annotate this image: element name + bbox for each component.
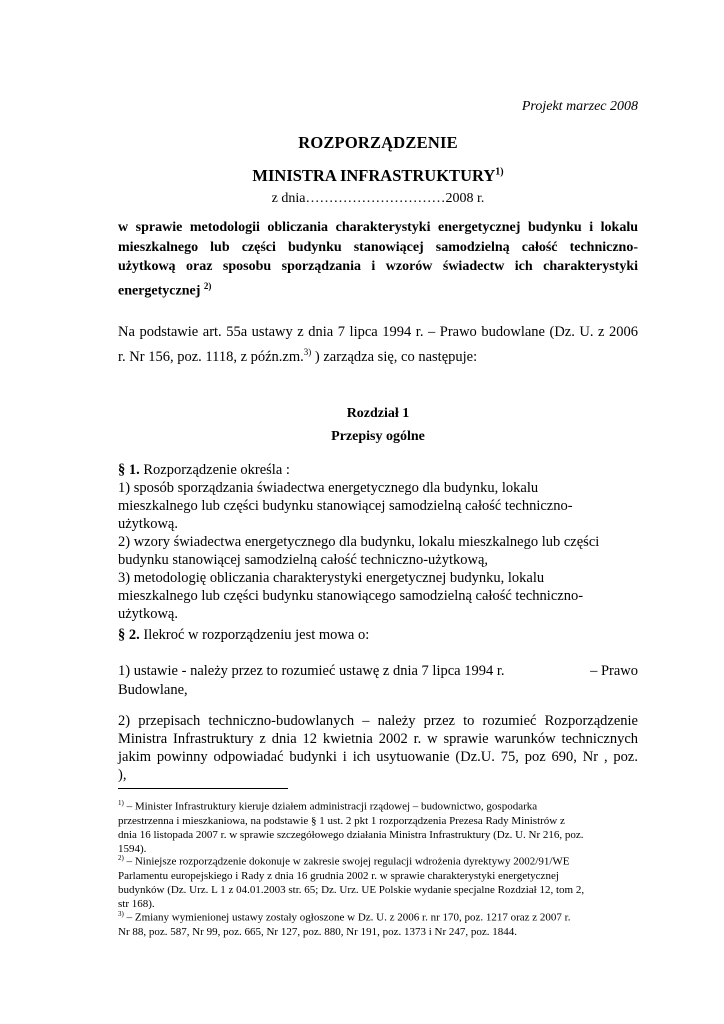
footnote-2: [118, 851, 638, 911]
footnote-line: 1594).: [118, 842, 147, 855]
footnote-line: str 168).: [118, 897, 155, 910]
subject-line: [118, 277, 638, 301]
footnote-ref-2[interactable]: 2): [203, 280, 212, 291]
footnote-mark: 2): [118, 854, 124, 862]
definition-1: [118, 662, 638, 700]
footnote-ref-1[interactable]: 1): [495, 166, 504, 178]
basis-line-end: ) zarządza się, co następuje:: [311, 348, 478, 365]
definition-text-end: – Prawo: [590, 663, 638, 679]
section-1-line: mieszkalnego lub części budynku stanowiącego samodzielną całość techniczno-: [118, 588, 584, 604]
date-line: z dnia…………………………2008 r.: [271, 191, 485, 206]
section-1-intro: [118, 461, 638, 479]
basis-line: [118, 342, 638, 367]
footnote-line: [118, 851, 638, 869]
definition-line: [118, 662, 638, 681]
section-mark: § 2.: [118, 627, 140, 643]
subject-line-text: energetycznej: [118, 283, 201, 299]
section-intro-text: Ilekroć w rozporządzeniu jest mowa o:: [139, 627, 370, 643]
legal-basis: [118, 322, 638, 367]
section-1-line: 2) wzory świadectwa energetycznego dla budynku, lokalu mieszkalnego lub części: [118, 534, 600, 550]
footnote-text: – Minister Infrastruktury kieruje działem administracji rządowej – budownictwo, gospodarka: [123, 800, 538, 813]
section-1-line: użytkową.: [118, 516, 178, 532]
footnote-line: Parlamentu europejskiego i Rady z dnia 16 grudnia 2002 r. w sprawie charakterystyki energetycznej: [118, 869, 559, 882]
subject-line: w sprawie metodologii obliczania charakterystyki energetycznej budynku i lokalu: [118, 220, 638, 235]
footnote-line: [118, 796, 638, 814]
footnote-1: [118, 796, 638, 856]
definition-line: jakim powinny odpowiadać budynki i ich usytuowanie (Dz.U. 75, poz 690, Nr , poz.: [118, 749, 638, 765]
footnote-line: dnia 16 listopada 2007 r. w sprawie szczegółowego działania Ministra Infrastruktury (Dz. U. Nr 216, poz.: [118, 828, 584, 841]
footnote-mark: 1): [118, 799, 124, 807]
section-1-line: budynku stanowiącej samodzielną całość techniczno-użytkową,: [118, 552, 489, 568]
section-1: [118, 461, 638, 623]
footnote-mark: 3): [118, 910, 124, 918]
footnote-ref-3[interactable]: 3): [303, 347, 312, 357]
footnote-text: – Zmiany wymienionej ustawy zostały ogłoszone w Dz. U. z 2006 r. nr 170, poz. 1217 oraz z 2007 r.: [123, 911, 571, 924]
definition-line: Budowlane,: [118, 682, 188, 698]
section-1-line: 1) sposób sporządzania świadectwa energetycznego dla budynku, lokalu: [118, 480, 539, 496]
subject-line: mieszkalnego lub części budynku stanowiącej samodzielną całość techniczno-: [118, 239, 638, 255]
subject-heading: [118, 218, 638, 301]
definition-line: ),: [118, 767, 127, 783]
definition-line: 2) przepisach techniczno-budowlanych – należy przez to rozumieć Rozporządzenie: [118, 713, 638, 729]
document-title: ROZPORZĄDZENIE: [298, 133, 458, 152]
subject-line: użytkową oraz sposobu sporządzania i wzorów świadectw ich charakterystyki: [118, 259, 638, 274]
footnote-line: budynków (Dz. Urz. L 1 z 04.01.2003 str. 65; Dz. Urz. UE Polskie wydanie specjalne Rozdział 12, tom 2,: [118, 883, 585, 896]
footnote-line: przestrzenna i mieszkaniowa, na podstawie § 1 ust. 2 pkt 1 rozporządzenia Prezesa Rady Ministrów z: [118, 814, 565, 827]
section-intro-text: Rozporządzenie określa :: [139, 462, 290, 478]
definition-text: 1) ustawie - należy przez to rozumieć ustawę z dnia 7 lipca 1994 r.: [118, 663, 505, 679]
basis-line: Na podstawie art. 55a ustawy z dnia 7 lipca 1994 r. – Prawo budowlane (Dz. U. z 2006: [118, 324, 638, 340]
issuer-name: MINISTRA INFRASTRUKTURY: [252, 166, 496, 185]
section-1-line: mieszkalnego lub części budynku stanowiącej samodzielną całość techniczno-: [118, 498, 573, 514]
section-1-line: 3) metodologię obliczania charakterystyki energetycznej budynku, lokalu: [118, 570, 545, 586]
section-mark: § 1.: [118, 462, 140, 478]
footnote-text: – Niniejsze rozporządzenie dokonuje w zakresie swojej regulacji wdrożenia dyrektywy 2002/91/WE: [123, 855, 570, 868]
definition-2: [118, 712, 638, 784]
chapter-number: Rozdział 1: [346, 406, 410, 421]
footnote-3: [118, 907, 638, 939]
chapter-title: Przepisy ogólne: [331, 429, 425, 444]
issuer-title: [118, 166, 638, 186]
section-2-intro: [118, 627, 638, 644]
footnote-separator: [118, 788, 288, 789]
draft-note: Projekt marzec 2008: [521, 99, 638, 114]
footnote-line: [118, 907, 638, 925]
footnote-line: Nr 88, poz. 587, Nr 99, poz. 665, Nr 127, poz. 880, Nr 191, poz. 1373 i Nr 247, poz. 1844.: [118, 925, 518, 938]
basis-line-text: r. Nr 156, poz. 1118, z późn.zm.: [118, 348, 304, 365]
definition-line: Ministra Infrastruktury z dnia 12 kwietnia 2002 r. w sprawie warunków technicznych: [118, 731, 638, 747]
section-1-line: użytkową.: [118, 606, 178, 622]
